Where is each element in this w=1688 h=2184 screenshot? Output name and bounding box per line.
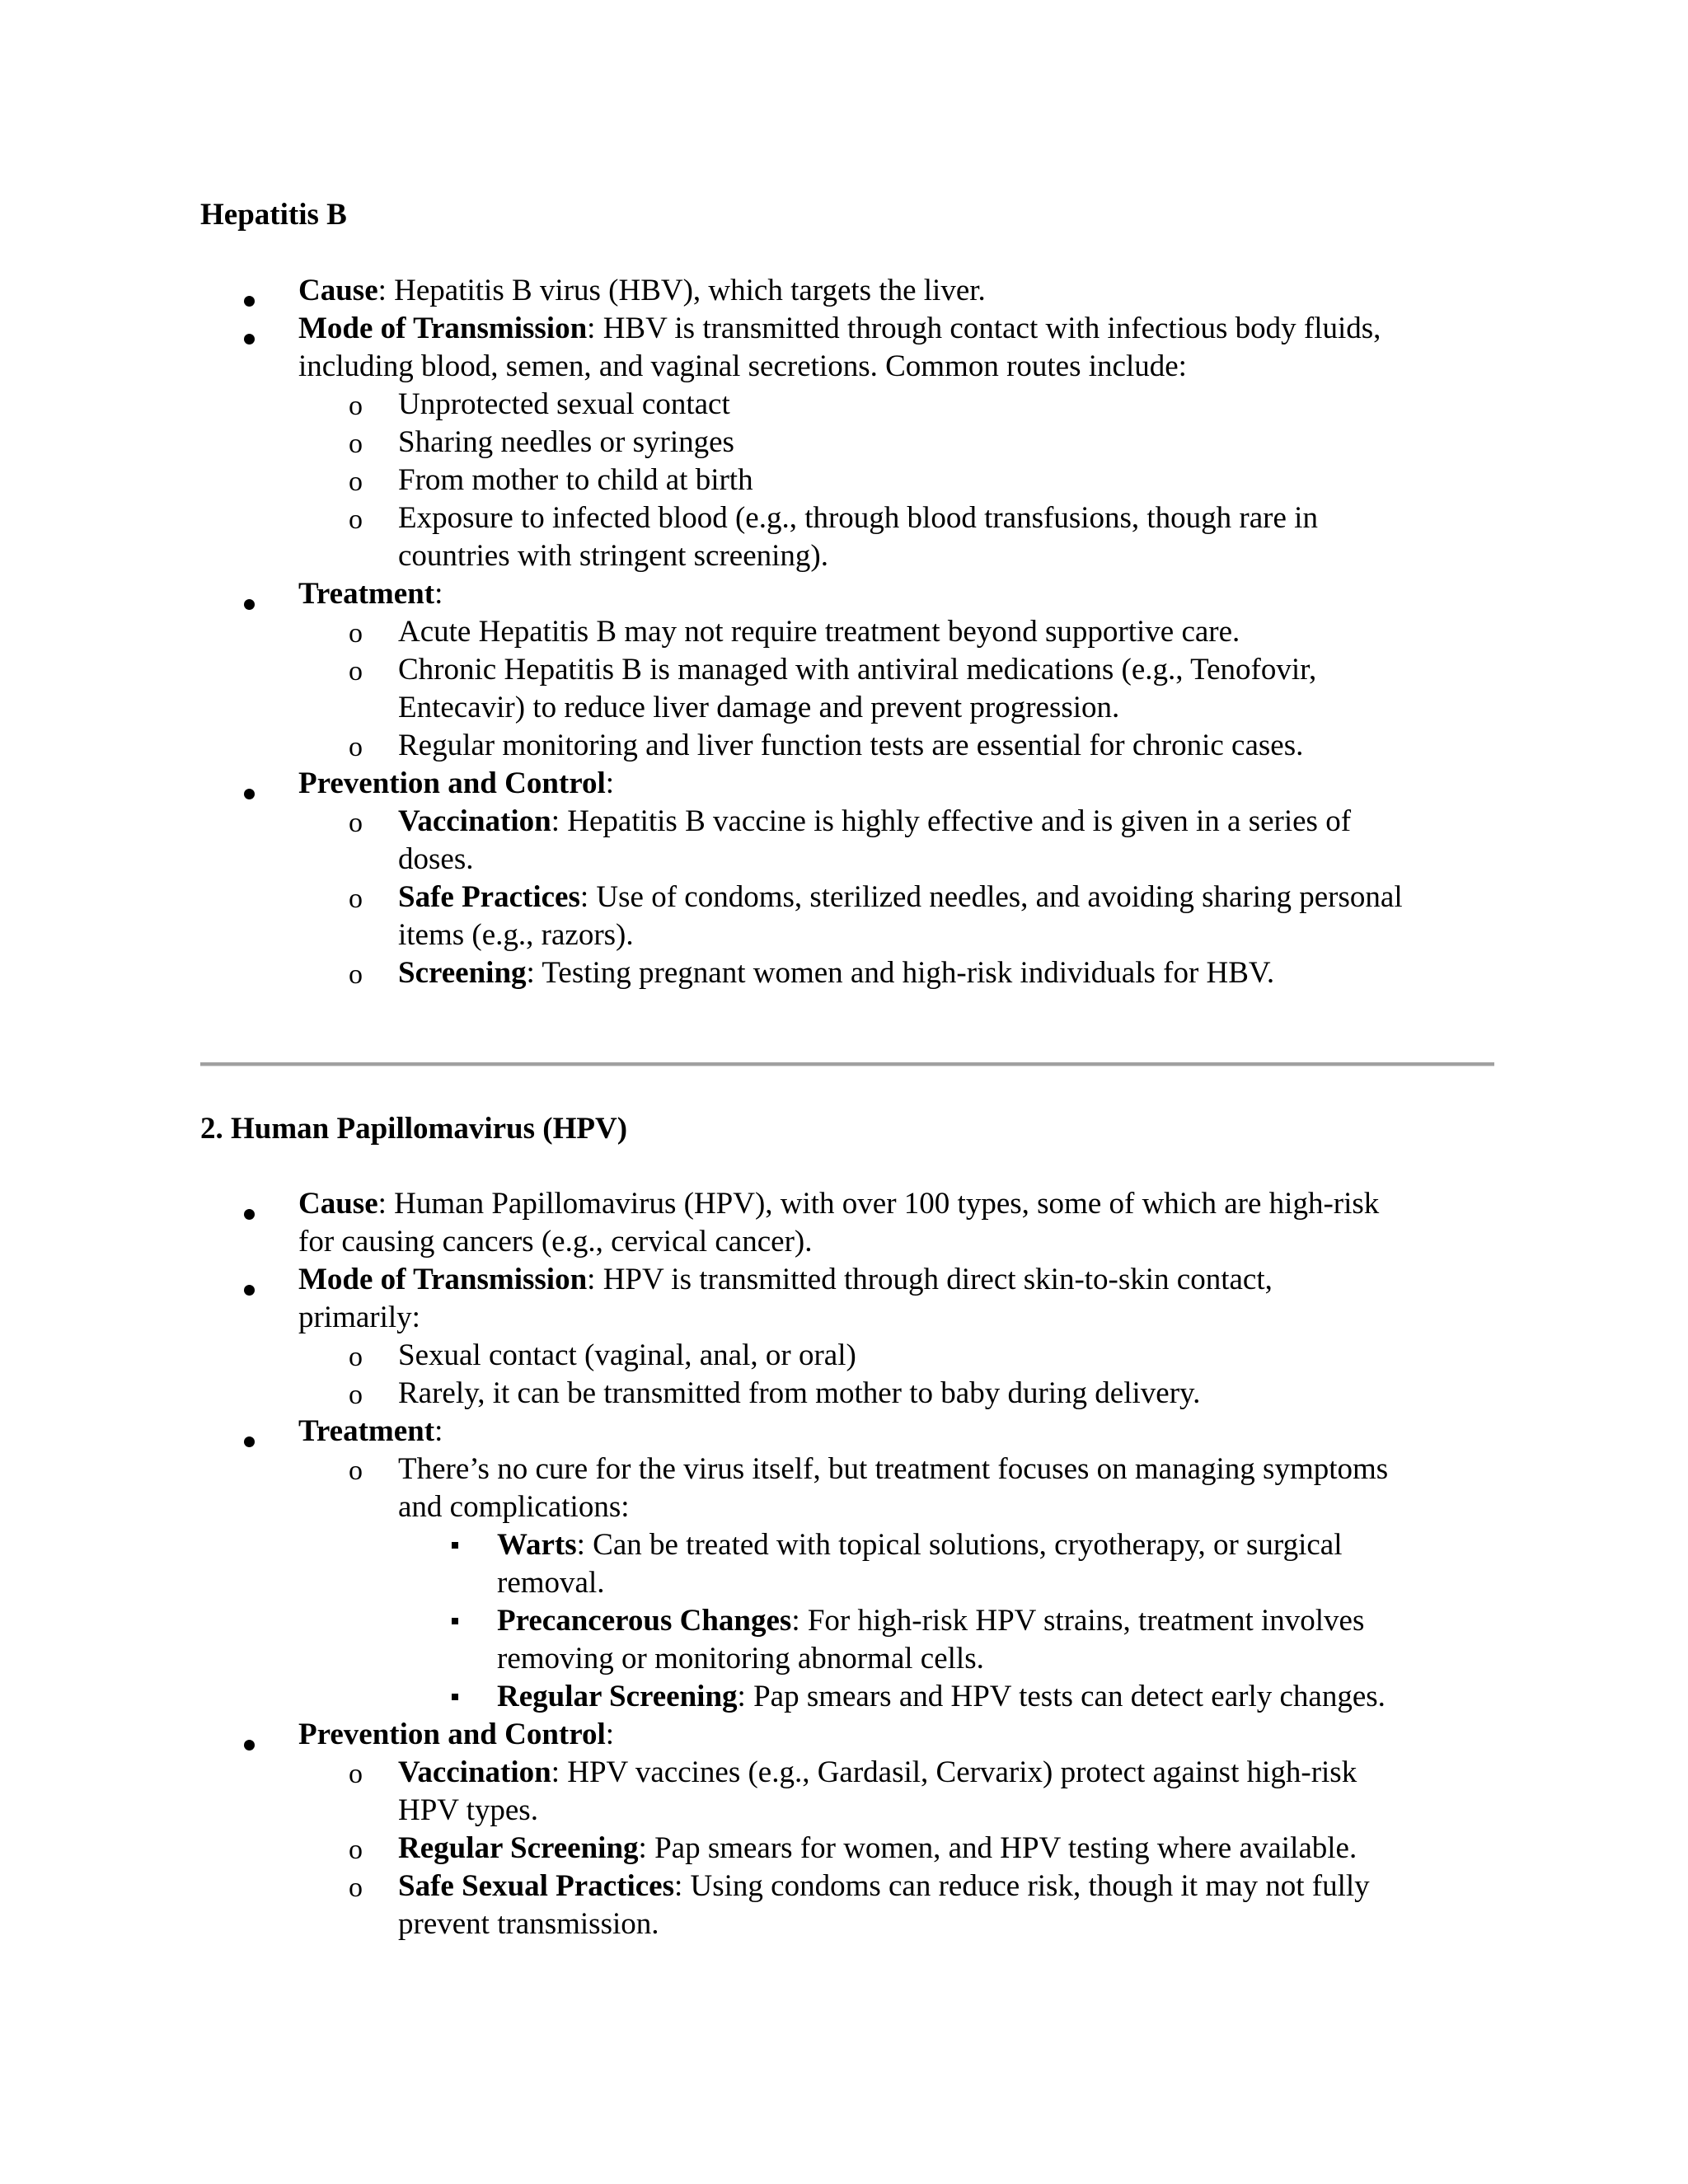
list-item-prevention [298,1716,614,1754]
text-transmission-cont: including blood, semen, and vaginal secretions. Common routes include: [298,349,1187,383]
list-item-treatment-intro-cont: and complications: [398,1490,630,1524]
bullet-dot [244,599,255,610]
list-item-regular-screening [497,1678,1386,1716]
text-cause: : Human Papillomavirus (HPV), with over 100 types, some of which are high-risk [377,1187,1380,1221]
bullet-dot [244,1285,255,1296]
list-item-transmission [298,1261,1273,1299]
colon: : [605,1718,615,1751]
label-prevention: Prevention and Control [298,1718,606,1751]
list-item-screening [398,954,1274,992]
sub-bullet-marker: o [349,391,363,421]
text-transmission-cont: primarily: [298,1301,420,1334]
label-treatment: Treatment [298,1414,435,1448]
text-cause-cont: for causing cancers (e.g., cervical cancer). [298,1225,813,1258]
list-item-vaccination [398,1754,1357,1792]
list-item-route: Rarely, it can be transmitted from mother to baby during delivery. [398,1376,1201,1410]
list-item-route: Unprotected sexual contact [398,387,730,421]
label-transmission: Mode of Transmission [298,1263,588,1296]
text-cause: : Hepatitis B virus (HBV), which targets the liver. [377,274,986,307]
label-regular-screening: Regular Screening [497,1680,738,1713]
label-regular-screening: Regular Screening [398,1831,639,1865]
sub-bullet-marker: o [349,466,363,497]
text-safe-practices: : Use of condoms, sterilized needles, and avoiding sharing personal [579,880,1403,914]
label-safe-sexual-practices: Safe Sexual Practices [398,1869,674,1903]
bullet-dot [244,789,255,799]
label-safe-practices: Safe Practices [398,880,580,914]
text-vaccination-cont: HPV types. [398,1793,538,1827]
text-vaccination-cont: doses. [398,842,474,876]
list-item-safe-practices [398,879,1403,916]
label-screening: Screening [398,956,527,990]
square-bullet [452,1618,458,1624]
square-bullet [452,1694,458,1700]
list-item-route: Sexual contact (vaginal, anal, or oral) [398,1338,856,1372]
label-precancerous: Precancerous Changes [497,1604,792,1638]
list-item-treatment-detail: Regular monitoring and liver function tests are essential for chronic cases. [398,729,1304,762]
sub-bullet-marker: o [349,1380,363,1410]
sub-bullet-marker: o [349,504,363,535]
label-vaccination: Vaccination [398,804,551,838]
list-item-treatment-intro: There’s no cure for the virus itself, but treatment focuses on managing symptoms [398,1452,1389,1486]
label-treatment: Treatment [298,577,435,611]
bullet-dot [244,296,255,307]
text-vaccination: : Hepatitis B vaccine is highly effective and is given in a series of [551,804,1352,838]
list-item-treatment-detail: Acute Hepatitis B may not require treatment beyond supportive care. [398,615,1240,649]
colon: : [434,577,443,611]
list-item-route: Sharing needles or syringes [398,425,734,459]
list-item-treatment-detail: Chronic Hepatitis B is managed with antiviral medications (e.g., Tenofovir, [398,653,1317,687]
list-item-route-cont: countries with stringent screening). [398,539,828,573]
bullet-dot [244,334,255,344]
text-precancerous: : For high-risk HPV strains, treatment involves [791,1604,1365,1638]
label-prevention: Prevention and Control [298,766,606,800]
list-item-route: From mother to child at birth [398,463,753,497]
text-regular-screening: : Pap smears and HPV tests can detect early changes. [737,1680,1386,1713]
text-screening: : Testing pregnant women and high-risk individuals for HBV. [526,956,1275,990]
sub-bullet-marker: o [349,1759,363,1789]
sub-bullet-marker: o [349,1872,363,1903]
horizontal-rule [200,1062,1494,1066]
list-item-route: Exposure to infected blood (e.g., through blood transfusions, though rare in [398,501,1318,535]
list-item-treatment [298,575,443,613]
text-warts-cont: removal. [497,1566,605,1600]
label-vaccination: Vaccination [398,1755,551,1789]
text-precancerous-cont: removing or monitoring abnormal cells. [497,1642,984,1675]
list-item-regular-screening [398,1830,1357,1868]
label-cause: Cause [298,274,378,307]
list-item-precancerous [497,1602,1364,1640]
sub-bullet-marker: o [349,959,363,990]
list-item-treatment-detail-cont: Entecavir) to reduce liver damage and prevent progression. [398,691,1120,724]
bullet-dot [244,1209,255,1220]
list-item-transmission [298,310,1381,348]
sub-bullet-marker: o [349,808,363,838]
bullet-dot [244,1436,255,1447]
text-safe-sexual-practices-cont: prevent transmission. [398,1907,659,1941]
list-item-treatment [298,1413,443,1451]
list-item-cause [298,272,986,310]
text-transmission: : HBV is transmitted through contact with infectious body fluids, [587,312,1381,345]
colon: : [605,766,615,800]
text-safe-sexual-practices: : Using condoms can reduce risk, though it may not fully [673,1869,1370,1903]
list-item-vaccination [398,803,1351,841]
sub-bullet-marker: o [349,1455,363,1486]
label-warts: Warts [497,1528,577,1562]
sub-bullet-marker: o [349,883,363,914]
sub-bullet-marker: o [349,656,363,687]
label-cause: Cause [298,1187,378,1221]
text-transmission: : HPV is transmitted through direct skin-to-skin contact, [587,1263,1273,1296]
bullet-dot [244,1740,255,1750]
label-transmission: Mode of Transmission [298,312,588,345]
sub-bullet-marker: o [349,429,363,459]
list-item-safe-sexual-practices [398,1868,1370,1905]
sub-bullet-marker: o [349,732,363,762]
text-safe-practices-cont: items (e.g., razors). [398,918,634,952]
sub-bullet-marker: o [349,1342,363,1372]
colon: : [434,1414,443,1448]
section-heading-hepatitis-b: Hepatitis B [200,198,347,232]
list-item-cause [298,1185,1379,1223]
list-item-prevention [298,765,614,803]
sub-bullet-marker: o [349,1835,363,1865]
text-vaccination: : HPV vaccines (e.g., Gardasil, Cervarix) protect against high-risk [551,1755,1357,1789]
sub-bullet-marker: o [349,618,363,649]
square-bullet [452,1542,458,1549]
text-regular-screening: : Pap smears for women, and HPV testing where available. [638,1831,1357,1865]
text-warts: : Can be treated with topical solutions, cryotherapy, or surgical [576,1528,1343,1562]
list-item-warts [497,1526,1342,1564]
section-heading-hpv: 2. Human Papillomavirus (HPV) [200,1112,628,1146]
